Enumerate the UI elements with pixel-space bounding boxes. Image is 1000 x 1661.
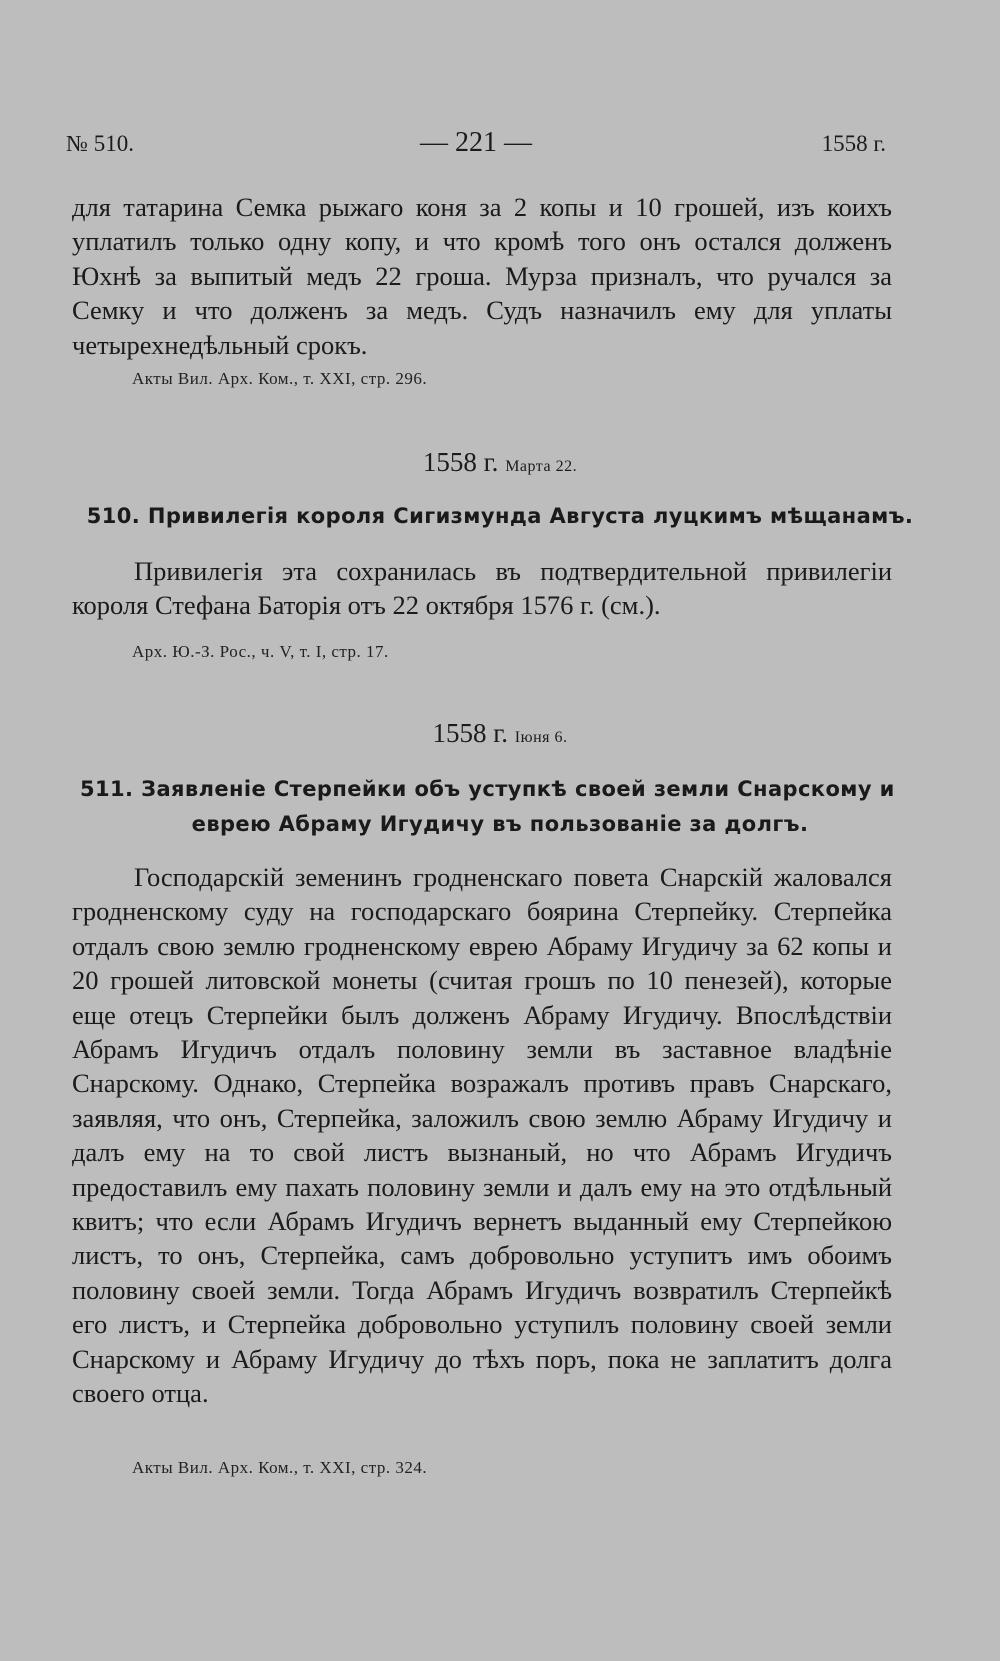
entry-511-year: 1558 г. <box>432 718 509 748</box>
header-year: 1558 г. <box>821 131 886 156</box>
page-header <box>66 127 886 165</box>
entry-number: № 510. <box>66 131 134 156</box>
entry-511-day: Іюня 6. <box>514 729 568 746</box>
entry-510-source-citation: Арх. Ю.-З. Рос., ч. V, т. I, стр. 17. <box>132 642 389 661</box>
top-source-citation: Акты Вил. Арх. Ком., т. XXI, стр. 296. <box>132 369 428 388</box>
entry-510-year: 1558 г. <box>422 447 499 477</box>
entry-510-date <box>0 447 1000 478</box>
entry-511-title-line1: 511. Заявленіе Стерпейки объ уступкѣ своей земли Снарскому и <box>80 777 895 801</box>
entry-510-title: 510. Привилегія короля Сигизмунда Августа луцкимъ мѣщанамъ. <box>86 504 914 528</box>
entry-511-paragraph: Господарскій земенинъ гродненскаго повета Снарскій жаловался гродненскому суду на господарскаго боярина Стерпейку. Стерпейка отдалъ свою землю гродненскому еврею Абраму Игудичу за 62 копы и 20 грошей литовской монеты (считая грошъ по 10 пенезей), которые еще отецъ Стерпейки былъ долженъ Абраму Игудичу. Впослѣдствіи Абрамъ Игудичъ отдалъ половину земли въ заставное владѣніе Снарскому. Однако, Стерпейка возражалъ противъ правъ Снарскаго, заявляя, что онъ, Стерпейка, заложилъ свою землю Абраму Игудичу и далъ ему на то свой листъ вызнаный, но что Абрамъ Игудичъ предоставилъ ему пахать половину земли и далъ ему на это отдѣльный квитъ; что если Абрамъ Игудичъ вернетъ выданный ему Стерпейкою листъ, то онъ, Стерпейка, самъ добровольно уступитъ имъ обоимъ половину своей земли. Тогда Абрамъ Игудичъ возвратилъ Стерпейкѣ его листъ, и Стерпейка добровольно уступилъ половину своей земли Снарскому и Абраму Игудичу до тѣхъ поръ, пока не заплатитъ долга своего отца. <box>72 862 892 1409</box>
page-number: — 221 — <box>420 127 532 158</box>
entry-510-paragraph: Привилегія эта сохранилась въ подтвердительной привилегіи короля Стефана Баторія отъ 22 октября 1576 г. (см.). <box>72 556 892 621</box>
entry-511-source-citation: Акты Вил. Арх. Ком., т. XXI, стр. 324. <box>132 1458 428 1477</box>
entry-511-date <box>0 718 1000 749</box>
top-paragraph: для татарина Семка рыжаго коня за 2 копы и 10 грошей, изъ коихъ уплатилъ только одну копу, и что кромѣ того онъ остался долженъ Юхнѣ за выпитый медъ 22 гроша. Мурза призналъ, что ручался за Семку и что долженъ за медъ. Судъ назначилъ ему для уплаты четырехнедѣльный срокъ. <box>72 192 892 360</box>
entry-511-title-line2: еврею Абраму Игудичу въ пользованіе за долгъ. <box>191 812 809 836</box>
entry-510-day: Марта 22. <box>505 458 578 475</box>
